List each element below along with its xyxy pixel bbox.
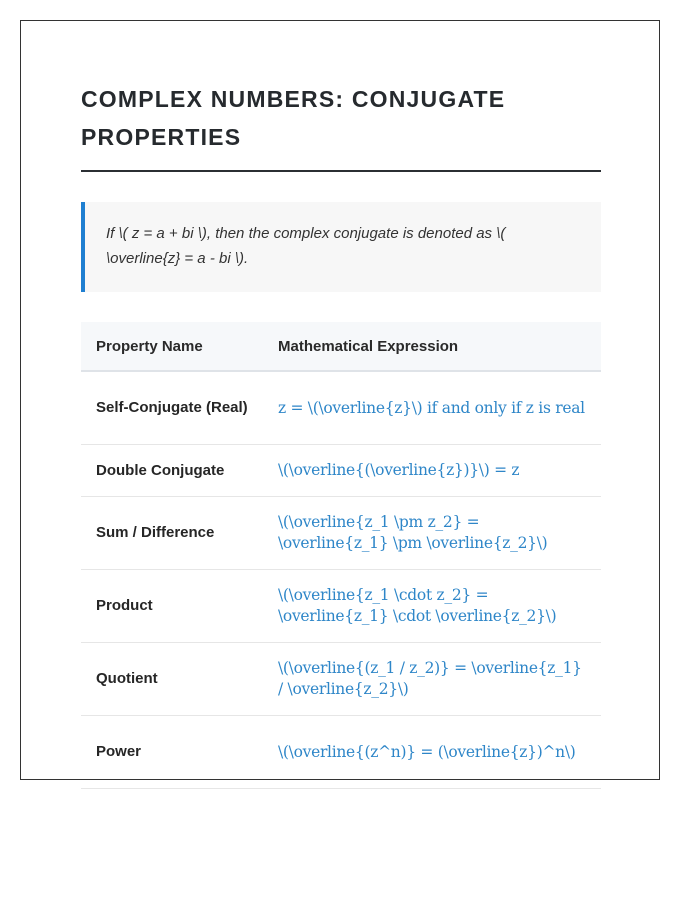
property-expression: \(\overline{z_1 \pm z_2} = \overline{z_1} \pm \overline{z_2}\) [263, 497, 601, 570]
table-row [81, 643, 601, 716]
definition-text: If \( z = a + bi \), then the complex conjugate is denoted as \( \overline{z} = a - bi \). [106, 225, 506, 267]
property-name: Power [81, 716, 263, 789]
property-name: Product [81, 570, 263, 643]
table-header-row [81, 322, 601, 371]
table-row [81, 570, 601, 643]
column-header-mathematical-expression: Mathematical Expression [263, 322, 601, 371]
property-expression: \(\overline{(\overline{z})}\) = z [263, 445, 601, 497]
property-expression: \(\overline{(z^n)} = (\overline{z})^n\) [263, 716, 601, 789]
page-title: COMPLEX NUMBERS: CONJUGATE PROPERTIES [81, 80, 601, 172]
table-row [81, 716, 601, 789]
property-name: Quotient [81, 643, 263, 716]
table-row [81, 445, 601, 497]
property-expression: \(\overline{z_1 \cdot z_2} = \overline{z_1} \cdot \overline{z_2}\) [263, 570, 601, 643]
property-expression: \(\overline{(z_1 / z_2)} = \overline{z_1} / \overline{z_2}\) [263, 643, 601, 716]
document-content [81, 80, 601, 789]
property-name: Sum / Difference [81, 497, 263, 570]
property-expression: z = \(\overline{z}\) if and only if z is real [263, 371, 601, 445]
property-name: Self-Conjugate (Real) [81, 371, 263, 445]
column-header-property-name: Property Name [81, 322, 263, 371]
property-name: Double Conjugate [81, 445, 263, 497]
table-row [81, 371, 601, 445]
definition-callout [81, 202, 601, 292]
conjugate-properties-table [81, 322, 601, 789]
table-row [81, 497, 601, 570]
